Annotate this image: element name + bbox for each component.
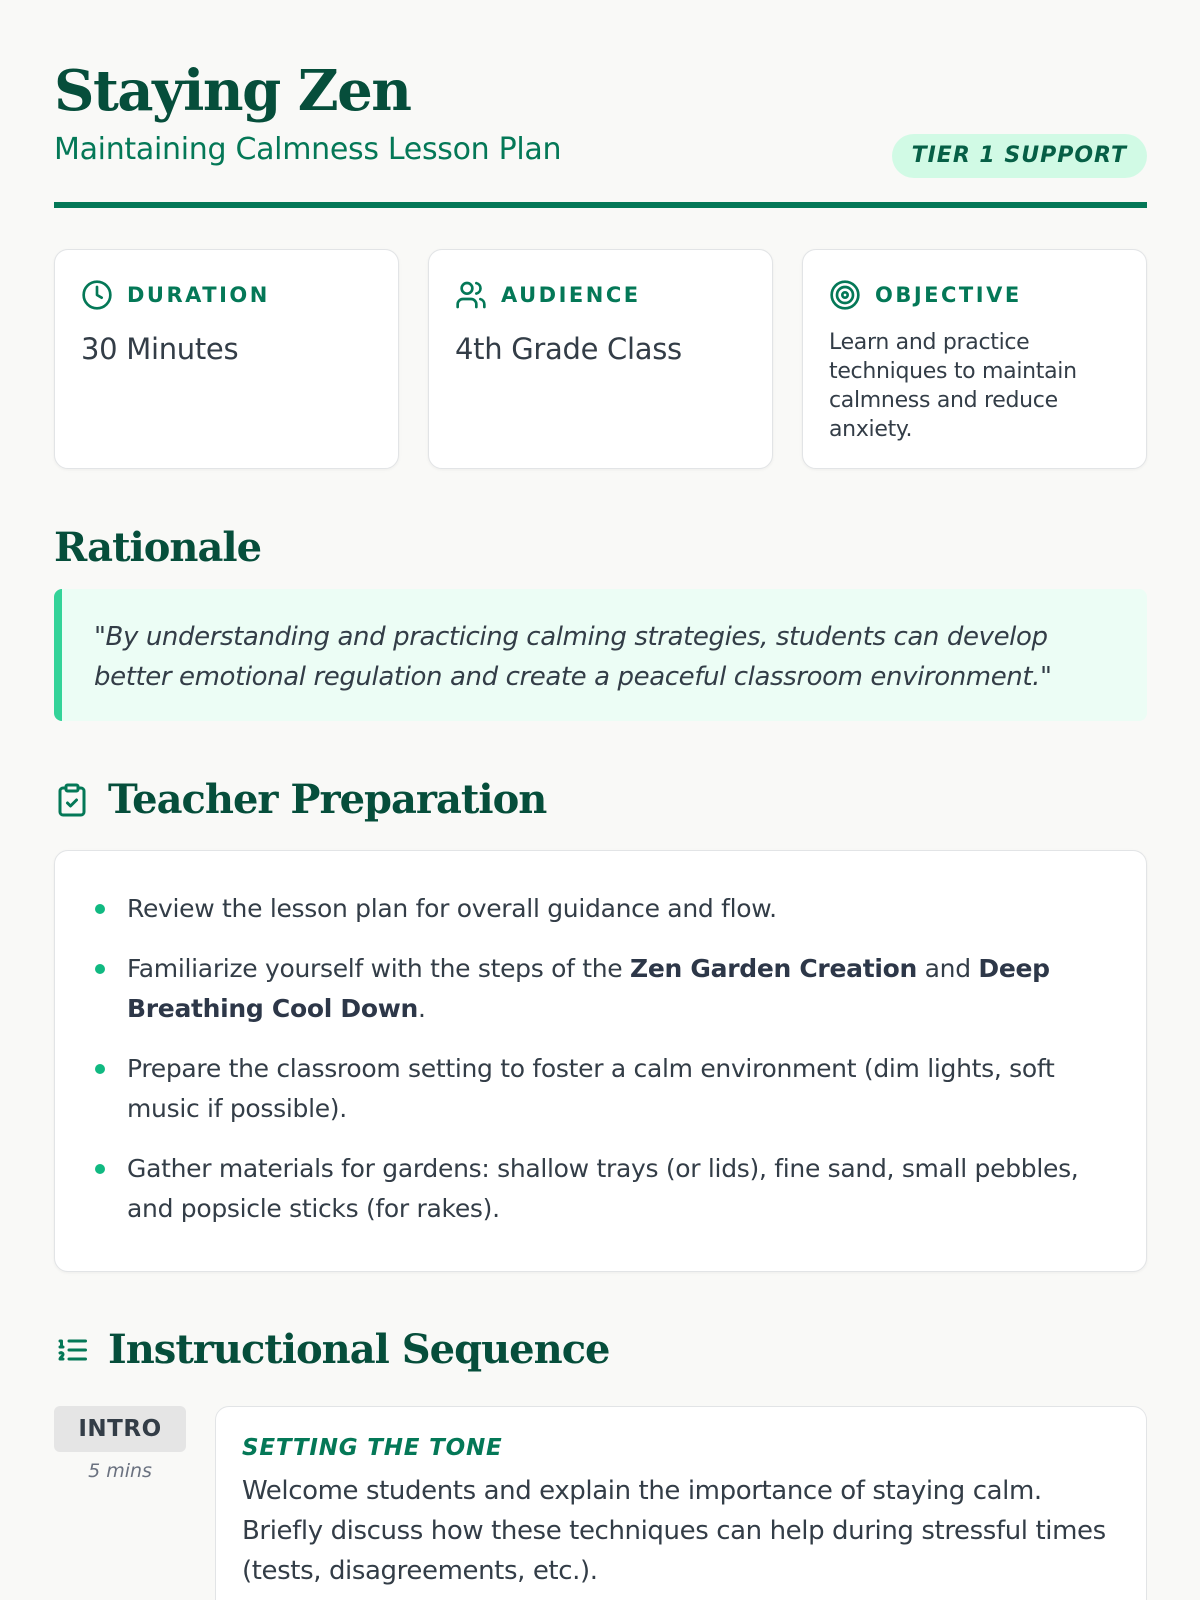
duration-label: DURATION xyxy=(127,283,270,307)
list-item: Prepare the classroom setting to foster a calm environment (dim lights, soft music if possible). xyxy=(95,1049,1106,1129)
zen-garden-bold: Zen Garden Creation xyxy=(630,954,917,983)
header-divider xyxy=(54,202,1147,208)
info-cards xyxy=(54,249,1147,469)
clipboard-check-icon xyxy=(54,782,90,818)
objective-card xyxy=(802,249,1147,469)
list-item: Gather materials for gardens: shallow trays (or lids), fine sand, small pebbles, and popsicle sticks (for rakes). xyxy=(95,1149,1106,1229)
rationale-quote: "By understanding and practicing calming strategies, students can develop better emotional regulation and create a peaceful classroom environment." xyxy=(54,589,1147,721)
duration-value: 30 Minutes xyxy=(81,332,239,366)
step-title: SETTING THE TONE xyxy=(242,1435,503,1461)
teacher-prep-list xyxy=(54,850,1147,1272)
rationale-heading: Rationale xyxy=(54,524,262,571)
teacher-prep-title: Teacher Preparation xyxy=(108,776,547,823)
clock-icon xyxy=(81,279,113,311)
list-item: Familiarize yourself with the steps of the Zen Garden Creation and Deep Breathing Cool Down. xyxy=(95,949,1106,1029)
instructional-sequence-title: Instructional Sequence xyxy=(108,1326,610,1373)
deep-breathing-bold: Deep Breathing Cool Down xyxy=(127,954,1050,1023)
step-description: Welcome students and explain the importance of staying calm. Briefly discuss how these techniques can help during stressful times (tests, disagreements, etc.). xyxy=(242,1476,1106,1586)
users-icon xyxy=(455,279,487,311)
duration-card xyxy=(54,249,399,469)
page-subtitle: Maintaining Calmness Lesson Plan xyxy=(54,132,562,167)
objective-label: OBJECTIVE xyxy=(875,283,1022,307)
step-badge-intro: INTRO xyxy=(54,1406,186,1452)
audience-card xyxy=(428,249,773,469)
target-icon xyxy=(829,279,861,311)
step-time: 5 mins xyxy=(88,1460,152,1482)
objective-value: Learn and practice techniques to maintain calmness and reduce anxiety. xyxy=(829,330,1077,442)
instructional-sequence-heading xyxy=(54,1326,610,1373)
teacher-prep-heading xyxy=(54,776,546,823)
lesson-plan-page xyxy=(54,0,1147,1586)
list-item: Review the lesson plan for overall guidance and flow. xyxy=(95,889,1106,929)
tier-badge: TIER 1 SUPPORT xyxy=(892,134,1147,178)
numbered-list-icon xyxy=(54,1332,90,1368)
step-card-intro xyxy=(215,1406,1147,1600)
audience-label: AUDIENCE xyxy=(501,283,641,307)
page-header xyxy=(54,0,1147,210)
audience-value: 4th Grade Class xyxy=(455,332,682,366)
page-title: Staying Zen xyxy=(54,58,411,124)
